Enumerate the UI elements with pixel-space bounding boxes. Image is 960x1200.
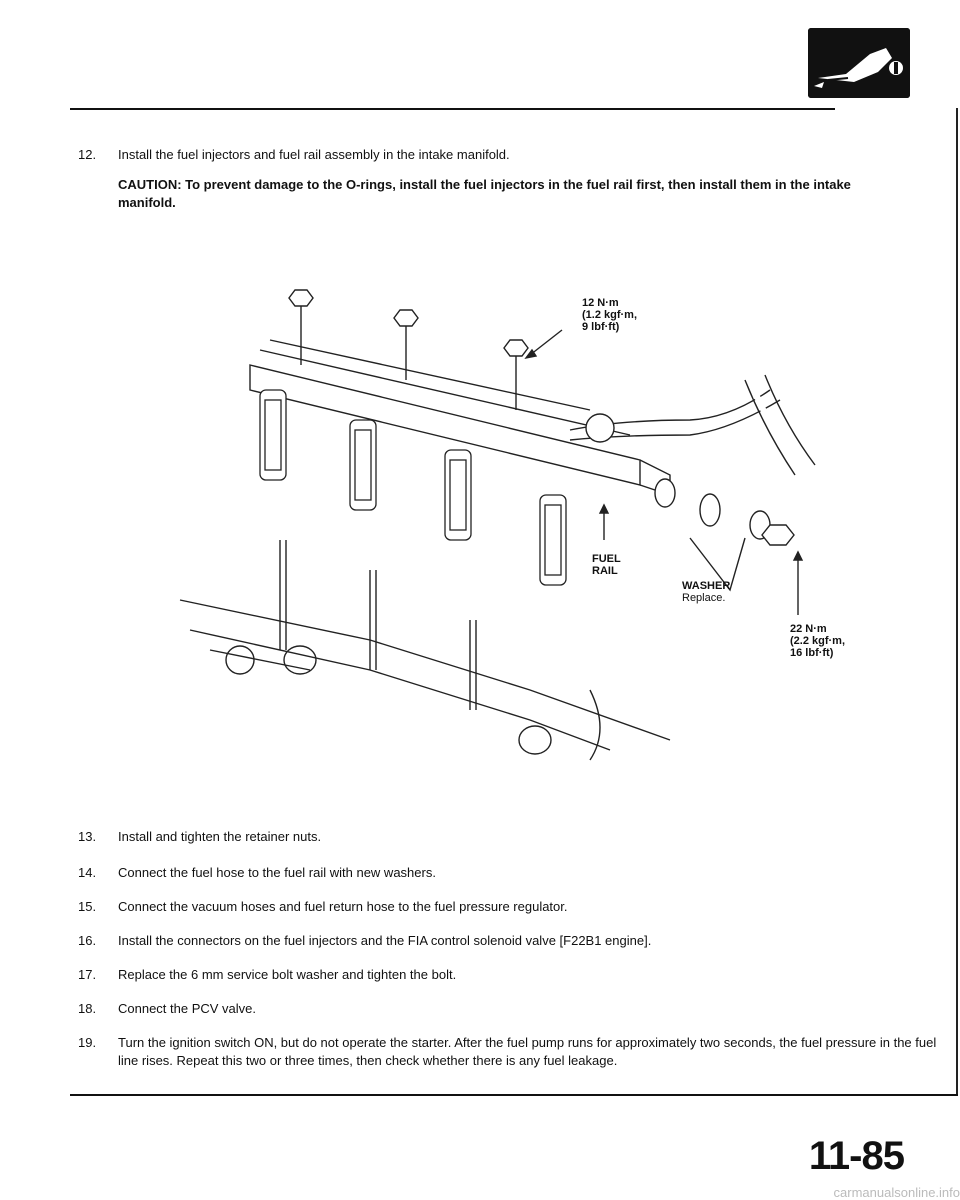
step-number: 18. — [78, 1001, 97, 1016]
step-text: Connect the vacuum hoses and fuel return hose to the fuel pressure regulator. — [118, 899, 568, 914]
step-number: 16. — [78, 933, 97, 948]
washer-note: Replace. — [682, 592, 726, 604]
torque-label-nuts — [582, 297, 637, 333]
step-number: 13. — [78, 829, 97, 844]
page-number: 11-85 — [808, 1134, 904, 1178]
torque-lbfft: 9 lbf·ft) — [582, 321, 620, 333]
torque-kgfm: (2.2 kgf·m, — [790, 635, 846, 647]
torque-label-bolt — [790, 623, 845, 659]
step-text: Install the fuel injectors and fuel rail assembly in the intake manifold. — [118, 147, 510, 162]
torque-lbfft: 16 lbf·ft) — [790, 647, 834, 659]
step-number: 19. — [78, 1035, 97, 1050]
step-text: Connect the fuel hose to the fuel rail with new washers. — [118, 865, 436, 880]
step-text: Replace the 6 mm service bolt washer and tighten the bolt. — [118, 967, 457, 982]
fuel-rail-line-1: FUEL — [592, 553, 621, 565]
fuel-rail-diagram — [170, 270, 830, 770]
step-text: Install and tighten the retainer nuts. — [118, 829, 322, 844]
caution-note: CAUTION: To prevent damage to the O-rings, install the fuel injectors in the fuel rail first, then install them in the intake manifold. — [118, 177, 851, 210]
fuel-injector-icon — [808, 28, 910, 98]
step-text: Install the connectors on the fuel injectors and the FIA control solenoid valve [F22B1 engine]. — [118, 933, 652, 948]
washer-title: WASHER — [682, 580, 731, 592]
step-text: Turn the ignition switch ON, but do not operate the starter. After the fuel pump runs for approximately two seconds, the fuel pressure in the fuel line rises. Repeat this two or three times, then check whether there is any fuel leakage. — [118, 1035, 937, 1068]
fuel-rail-label — [592, 553, 621, 577]
step-number: 15. — [78, 899, 97, 914]
torque-nm: 22 N·m — [790, 623, 827, 635]
step-text: Connect the PCV valve. — [118, 1001, 257, 1016]
watermark: carmanualsonline.info — [833, 1185, 960, 1200]
torque-nm: 12 N·m — [582, 297, 619, 309]
washer-label — [682, 580, 730, 604]
bottom-rule — [70, 1094, 958, 1096]
fuel-rail-line-2: RAIL — [592, 565, 618, 577]
torque-kgfm: (1.2 kgf·m, — [582, 309, 638, 321]
top-rule — [70, 108, 835, 110]
section-badge — [808, 28, 910, 98]
step-number: 12. — [78, 147, 97, 162]
step-number: 14. — [78, 865, 97, 880]
step-number: 17. — [78, 967, 97, 982]
